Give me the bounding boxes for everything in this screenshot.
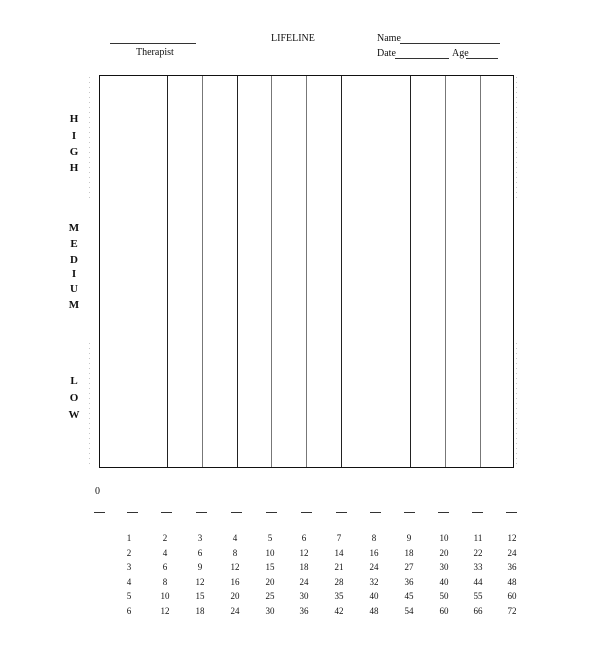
number-cell: 8 — [232, 547, 238, 558]
high-letter: H — [69, 113, 79, 125]
scale-tick: ∙ — [89, 131, 91, 136]
scale-tick: ∙ — [516, 136, 518, 141]
number-cell: 36 — [404, 576, 414, 587]
number-cell: 24 — [369, 562, 379, 572]
number-cell: 18 — [299, 562, 309, 572]
scale-tick: ∙ — [89, 141, 91, 146]
scale-tick: ∙ — [516, 156, 518, 161]
number-cell: 15 — [265, 562, 275, 572]
scale-tick: ∙ — [89, 181, 91, 186]
lifeline-grid[interactable] — [99, 75, 514, 468]
number-cell: 12 — [507, 533, 517, 543]
number-cell: 28 — [334, 576, 344, 587]
axis-dash — [266, 512, 277, 513]
scale-tick: ∙ — [516, 377, 518, 382]
scale-tick: ∙ — [516, 91, 518, 96]
grid-column-line — [202, 76, 203, 467]
number-cell: 6 — [162, 562, 168, 572]
scale-tick: ∙ — [516, 357, 518, 362]
scale-tick: ∙ — [89, 452, 91, 457]
number-cell: 18 — [404, 547, 414, 558]
scale-tick: ∙ — [516, 171, 518, 176]
axis-dash — [231, 512, 242, 513]
low-letter: O — [69, 392, 79, 404]
number-cell: 8 — [162, 576, 168, 587]
number-cell: 4 — [162, 547, 168, 558]
scale-tick: ∙ — [89, 427, 91, 432]
number-cell: 5 — [267, 533, 273, 543]
scale-tick: ∙ — [516, 106, 518, 111]
scale-tick: ∙ — [516, 76, 518, 81]
scale-tick: ∙ — [89, 161, 91, 166]
name-label: Name — [377, 33, 401, 44]
axis-dash — [438, 512, 449, 513]
number-cell: 7 — [336, 533, 342, 543]
number-cell: 24 — [507, 547, 517, 558]
scale-tick: ∙ — [89, 367, 91, 372]
scale-tick: ∙ — [89, 342, 91, 347]
number-cell: 12 — [195, 576, 205, 587]
number-cell: 50 — [439, 591, 449, 601]
number-cell: 1 — [126, 533, 132, 543]
scale-tick: ∙ — [89, 191, 91, 196]
scale-tick: ∙ — [89, 196, 91, 201]
number-cell: 10 — [160, 591, 170, 601]
scale-tick: ∙ — [89, 86, 91, 91]
axis-dash — [472, 512, 483, 513]
medium-letter: D — [70, 254, 78, 266]
number-cell: 16 — [230, 576, 240, 587]
scale-tick: ∙ — [516, 342, 518, 347]
axis-dash — [404, 512, 415, 513]
scale-tick: ∙ — [89, 382, 91, 387]
axis-dash — [370, 512, 381, 513]
number-cell: 40 — [369, 591, 379, 601]
scale-tick: ∙ — [89, 377, 91, 382]
scale-tick: ∙ — [516, 457, 518, 462]
scale-tick: ∙ — [516, 437, 518, 442]
age-field[interactable] — [466, 58, 498, 59]
scale-tick: ∙ — [89, 186, 91, 191]
axis-dash — [127, 512, 138, 513]
number-cell: 20 — [265, 576, 275, 587]
scale-tick: ∙ — [516, 151, 518, 156]
scale-tick: ∙ — [89, 96, 91, 101]
scale-tick: ∙ — [516, 362, 518, 367]
number-cell: 6 — [301, 533, 307, 543]
number-cell: 27 — [404, 562, 414, 572]
scale-tick: ∙ — [89, 432, 91, 437]
high-letter: G — [69, 146, 79, 158]
scale-tick: ∙ — [516, 372, 518, 377]
scale-tick: ∙ — [89, 402, 91, 407]
scale-tick: ∙ — [516, 101, 518, 106]
scale-tick: ∙ — [89, 116, 91, 121]
low-letter: W — [68, 409, 80, 421]
axis-dash — [161, 512, 172, 513]
number-cell: 48 — [369, 605, 379, 616]
number-cell: 55 — [473, 591, 483, 601]
medium-letter: U — [70, 283, 78, 295]
number-cell: 9 — [406, 533, 412, 543]
scale-tick: ∙ — [516, 126, 518, 131]
number-cell: 21 — [334, 562, 344, 572]
number-cell: 30 — [299, 591, 309, 601]
scale-tick: ∙ — [516, 387, 518, 392]
scale-tick: ∙ — [516, 196, 518, 201]
number-cell: 35 — [334, 591, 344, 601]
number-cell: 72 — [507, 605, 517, 616]
number-cell: 14 — [334, 547, 344, 558]
scale-tick: ∙ — [516, 121, 518, 126]
medium-letter: M — [68, 222, 80, 234]
axis-dash — [196, 512, 207, 513]
scale-tick: ∙ — [89, 347, 91, 352]
scale-tick: ∙ — [516, 447, 518, 452]
low-letter: L — [70, 375, 78, 387]
scale-tick: ∙ — [516, 191, 518, 196]
scale-tick: ∙ — [516, 442, 518, 447]
scale-tick: ∙ — [516, 392, 518, 397]
grid-column-line — [167, 76, 168, 467]
scale-tick: ∙ — [516, 417, 518, 422]
number-cell: 12 — [160, 605, 170, 616]
medium-letter: E — [70, 238, 78, 250]
therapist-label: Therapist — [136, 47, 174, 58]
scale-tick: ∙ — [516, 397, 518, 402]
scale-tick: ∙ — [89, 417, 91, 422]
scale-tick: ∙ — [516, 462, 518, 467]
number-cell: 22 — [473, 547, 483, 558]
date-label: Date — [377, 48, 396, 59]
scale-tick: ∙ — [89, 176, 91, 181]
age-label: Age — [452, 48, 469, 59]
number-cell: 16 — [369, 547, 379, 558]
scale-tick: ∙ — [89, 362, 91, 367]
grid-column-line — [410, 76, 411, 467]
grid-column-line — [445, 76, 446, 467]
scale-tick: ∙ — [89, 126, 91, 131]
number-cell: 45 — [404, 591, 414, 601]
scale-tick: ∙ — [516, 116, 518, 121]
scale-tick: ∙ — [89, 166, 91, 171]
scale-tick: ∙ — [516, 161, 518, 166]
scale-tick: ∙ — [89, 101, 91, 106]
scale-tick: ∙ — [516, 96, 518, 101]
grid-column-line — [480, 76, 481, 467]
medium-letter: M — [68, 299, 80, 311]
scale-tick: ∙ — [89, 91, 91, 96]
number-cell: 44 — [473, 576, 483, 587]
number-cell: 6 — [126, 605, 132, 616]
scale-tick: ∙ — [89, 106, 91, 111]
scale-tick: ∙ — [89, 146, 91, 151]
number-cell: 8 — [371, 533, 377, 543]
number-cell: 20 — [439, 547, 449, 558]
scale-tick: ∙ — [516, 111, 518, 116]
scale-tick: ∙ — [89, 422, 91, 427]
scale-tick: ∙ — [516, 176, 518, 181]
scale-tick: ∙ — [516, 367, 518, 372]
grid-column-line — [341, 76, 342, 467]
page-title: LIFELINE — [271, 33, 315, 44]
number-cell: 60 — [507, 591, 517, 601]
scale-tick: ∙ — [89, 352, 91, 357]
scale-tick: ∙ — [516, 352, 518, 357]
scale-tick: ∙ — [516, 432, 518, 437]
number-cell: 48 — [507, 576, 517, 587]
number-cell: 4 — [232, 533, 238, 543]
scale-tick: ∙ — [516, 452, 518, 457]
scale-tick: ∙ — [89, 397, 91, 402]
scale-tick: ∙ — [516, 412, 518, 417]
number-cell: 32 — [369, 576, 379, 587]
number-cell: 6 — [197, 547, 203, 558]
number-cell: 60 — [439, 605, 449, 616]
scale-tick: ∙ — [516, 407, 518, 412]
scale-tick: ∙ — [89, 136, 91, 141]
scale-tick: ∙ — [516, 427, 518, 432]
high-letter: H — [69, 162, 79, 174]
number-cell: 10 — [265, 547, 275, 558]
scale-tick: ∙ — [89, 462, 91, 467]
medium-letter: I — [71, 268, 77, 280]
scale-tick: ∙ — [516, 186, 518, 191]
scale-tick: ∙ — [89, 442, 91, 447]
scale-tick: ∙ — [89, 372, 91, 377]
scale-tick: ∙ — [516, 81, 518, 86]
number-cell: 2 — [162, 533, 168, 543]
scale-tick: ∙ — [516, 166, 518, 171]
scale-tick: ∙ — [89, 357, 91, 362]
high-letter: I — [71, 130, 77, 142]
number-cell: 33 — [473, 562, 483, 572]
number-cell: 36 — [299, 605, 309, 616]
grid-column-line — [237, 76, 238, 467]
number-cell: 25 — [265, 591, 275, 601]
number-cell: 12 — [299, 547, 309, 558]
number-cell: 24 — [299, 576, 309, 587]
number-cell: 24 — [230, 605, 240, 616]
scale-tick: ∙ — [516, 402, 518, 407]
scale-tick: ∙ — [89, 111, 91, 116]
scale-tick: ∙ — [89, 437, 91, 442]
therapist-line[interactable] — [110, 43, 196, 44]
scale-tick: ∙ — [516, 141, 518, 146]
axis-start-label: 0 — [95, 486, 100, 497]
scale-tick: ∙ — [89, 151, 91, 156]
scale-tick: ∙ — [89, 81, 91, 86]
name-field[interactable] — [400, 43, 500, 44]
number-cell: 5 — [126, 591, 132, 601]
number-cell: 30 — [265, 605, 275, 616]
number-cell: 12 — [230, 562, 240, 572]
number-cell: 3 — [126, 562, 132, 572]
axis-dash — [506, 512, 517, 513]
scale-tick: ∙ — [89, 407, 91, 412]
scale-tick: ∙ — [516, 131, 518, 136]
axis-dash — [301, 512, 312, 513]
number-cell: 40 — [439, 576, 449, 587]
number-cell: 36 — [507, 562, 517, 572]
scale-tick: ∙ — [89, 392, 91, 397]
number-cell: 18 — [195, 605, 205, 616]
scale-tick: ∙ — [89, 412, 91, 417]
number-cell: 11 — [473, 533, 483, 543]
axis-dash — [336, 512, 347, 513]
scale-tick: ∙ — [516, 181, 518, 186]
scale-tick: ∙ — [89, 156, 91, 161]
scale-tick: ∙ — [89, 76, 91, 81]
date-field[interactable] — [395, 58, 449, 59]
number-cell: 9 — [197, 562, 203, 572]
number-cell: 20 — [230, 591, 240, 601]
number-cell: 3 — [197, 533, 203, 543]
scale-tick: ∙ — [516, 146, 518, 151]
scale-tick: ∙ — [516, 382, 518, 387]
number-cell: 4 — [126, 576, 132, 587]
scale-tick: ∙ — [516, 422, 518, 427]
grid-column-line — [271, 76, 272, 467]
number-cell: 30 — [439, 562, 449, 572]
number-cell: 42 — [334, 605, 344, 616]
number-cell: 54 — [404, 605, 414, 616]
grid-column-line — [306, 76, 307, 467]
number-cell: 66 — [473, 605, 483, 616]
scale-tick: ∙ — [89, 447, 91, 452]
number-cell: 15 — [195, 591, 205, 601]
axis-dash — [94, 512, 105, 513]
scale-tick: ∙ — [516, 347, 518, 352]
scale-tick: ∙ — [89, 121, 91, 126]
scale-tick: ∙ — [516, 86, 518, 91]
number-cell: 10 — [439, 533, 449, 543]
scale-tick: ∙ — [89, 171, 91, 176]
scale-tick: ∙ — [89, 387, 91, 392]
scale-tick: ∙ — [89, 457, 91, 462]
number-cell: 2 — [126, 547, 132, 558]
